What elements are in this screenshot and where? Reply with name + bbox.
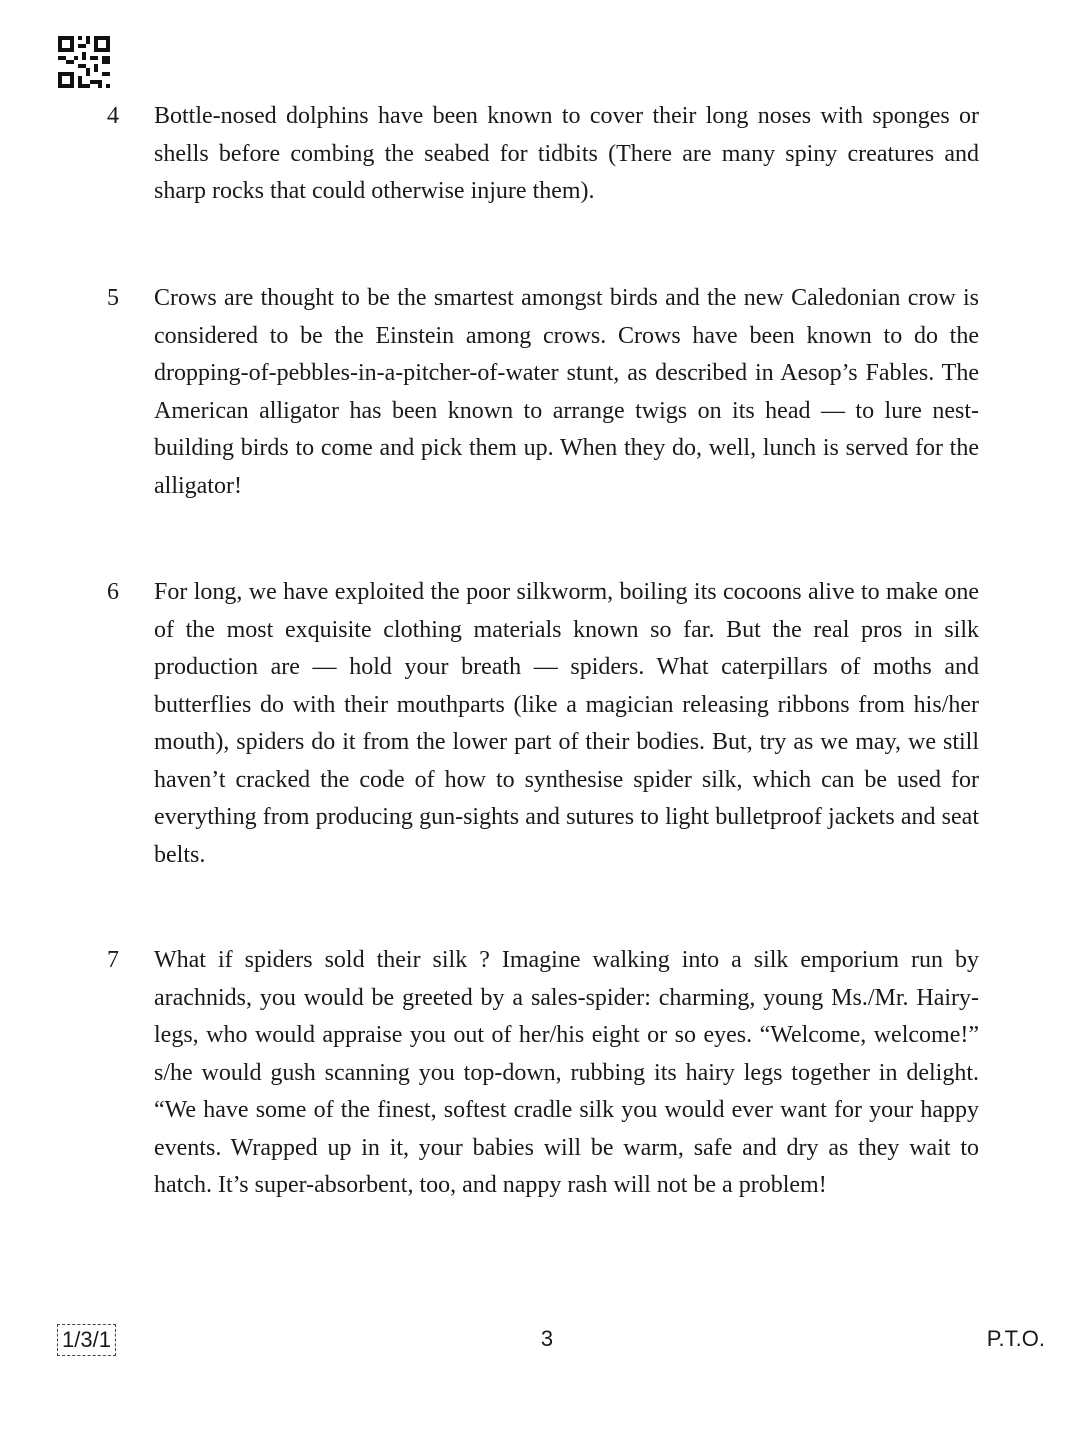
paragraph-number: 4 [107,103,119,129]
paragraph-number: 7 [107,947,119,973]
qr-code-icon [58,36,110,88]
paragraph-4 [107,98,979,211]
page-number: 3 [540,1326,554,1351]
paragraph-text: For long, we have exploited the poor silkworm, boiling its cocoons alive to make one of the most exquisite clothing materials known so far. But the real pros in silk production are — hold your breath — spiders. What caterpillars of moths and butterflies do with their mouthparts (like a magician releasing ribbons from his/her mouth), spiders do it from the lower part of their bodies. But, try as we may, we still haven’t cracked the code of how to synthesise spider silk, which can be used for everything from producing gun-sights and sutures to light bulletproof jackets and seat belts. [154,579,979,868]
paragraph-text: What if spiders sold their silk ? Imagine walking into a silk emporium run by arachnids, you would be greeted by a sales-spider: charming, young Ms./Mr. Hairy-legs, who would appraise you out of her/his eight or so eyes. “Welcome, welcome!” s/he would gush scanning you top-down, rubbing its hairy legs together in delight. “We have some of the finest, softest cradle silk you would ever want for your happy events. Wrapped up in it, your babies will be warm, safe and dry as they wait to hatch. It’s super-absorbent, too, and nappy rash will not be a problem! [154,947,979,1198]
paragraph-text: Bottle-nosed dolphins have been known to cover their long noses with sponges or shells before combing the seabed for tidbits (There are many spiny creatures and sharp rocks that could otherwise injure them). [154,103,979,204]
paper-code: 1/3/1 [57,1324,116,1356]
paragraph-text: Crows are thought to be the smartest amongst birds and the new Caledonian crow is considered to be the Einstein among crows. Crows have been known to do the dropping-of-pebbles-in-a-pitcher-of-water stunt, as described in Aesop’s Fables. The American alligator has been known to arrange twigs on its head — to lure nest-building birds to come and pick them up. When they do, well, lunch is served for the alligator! [154,285,979,499]
paragraph-number: 5 [107,285,119,311]
paragraph-5 [107,280,979,505]
please-turn-over: P.T.O. [986,1326,1045,1351]
paragraph-7 [107,942,979,1205]
paragraph-6 [107,574,979,874]
paragraph-number: 6 [107,579,119,605]
